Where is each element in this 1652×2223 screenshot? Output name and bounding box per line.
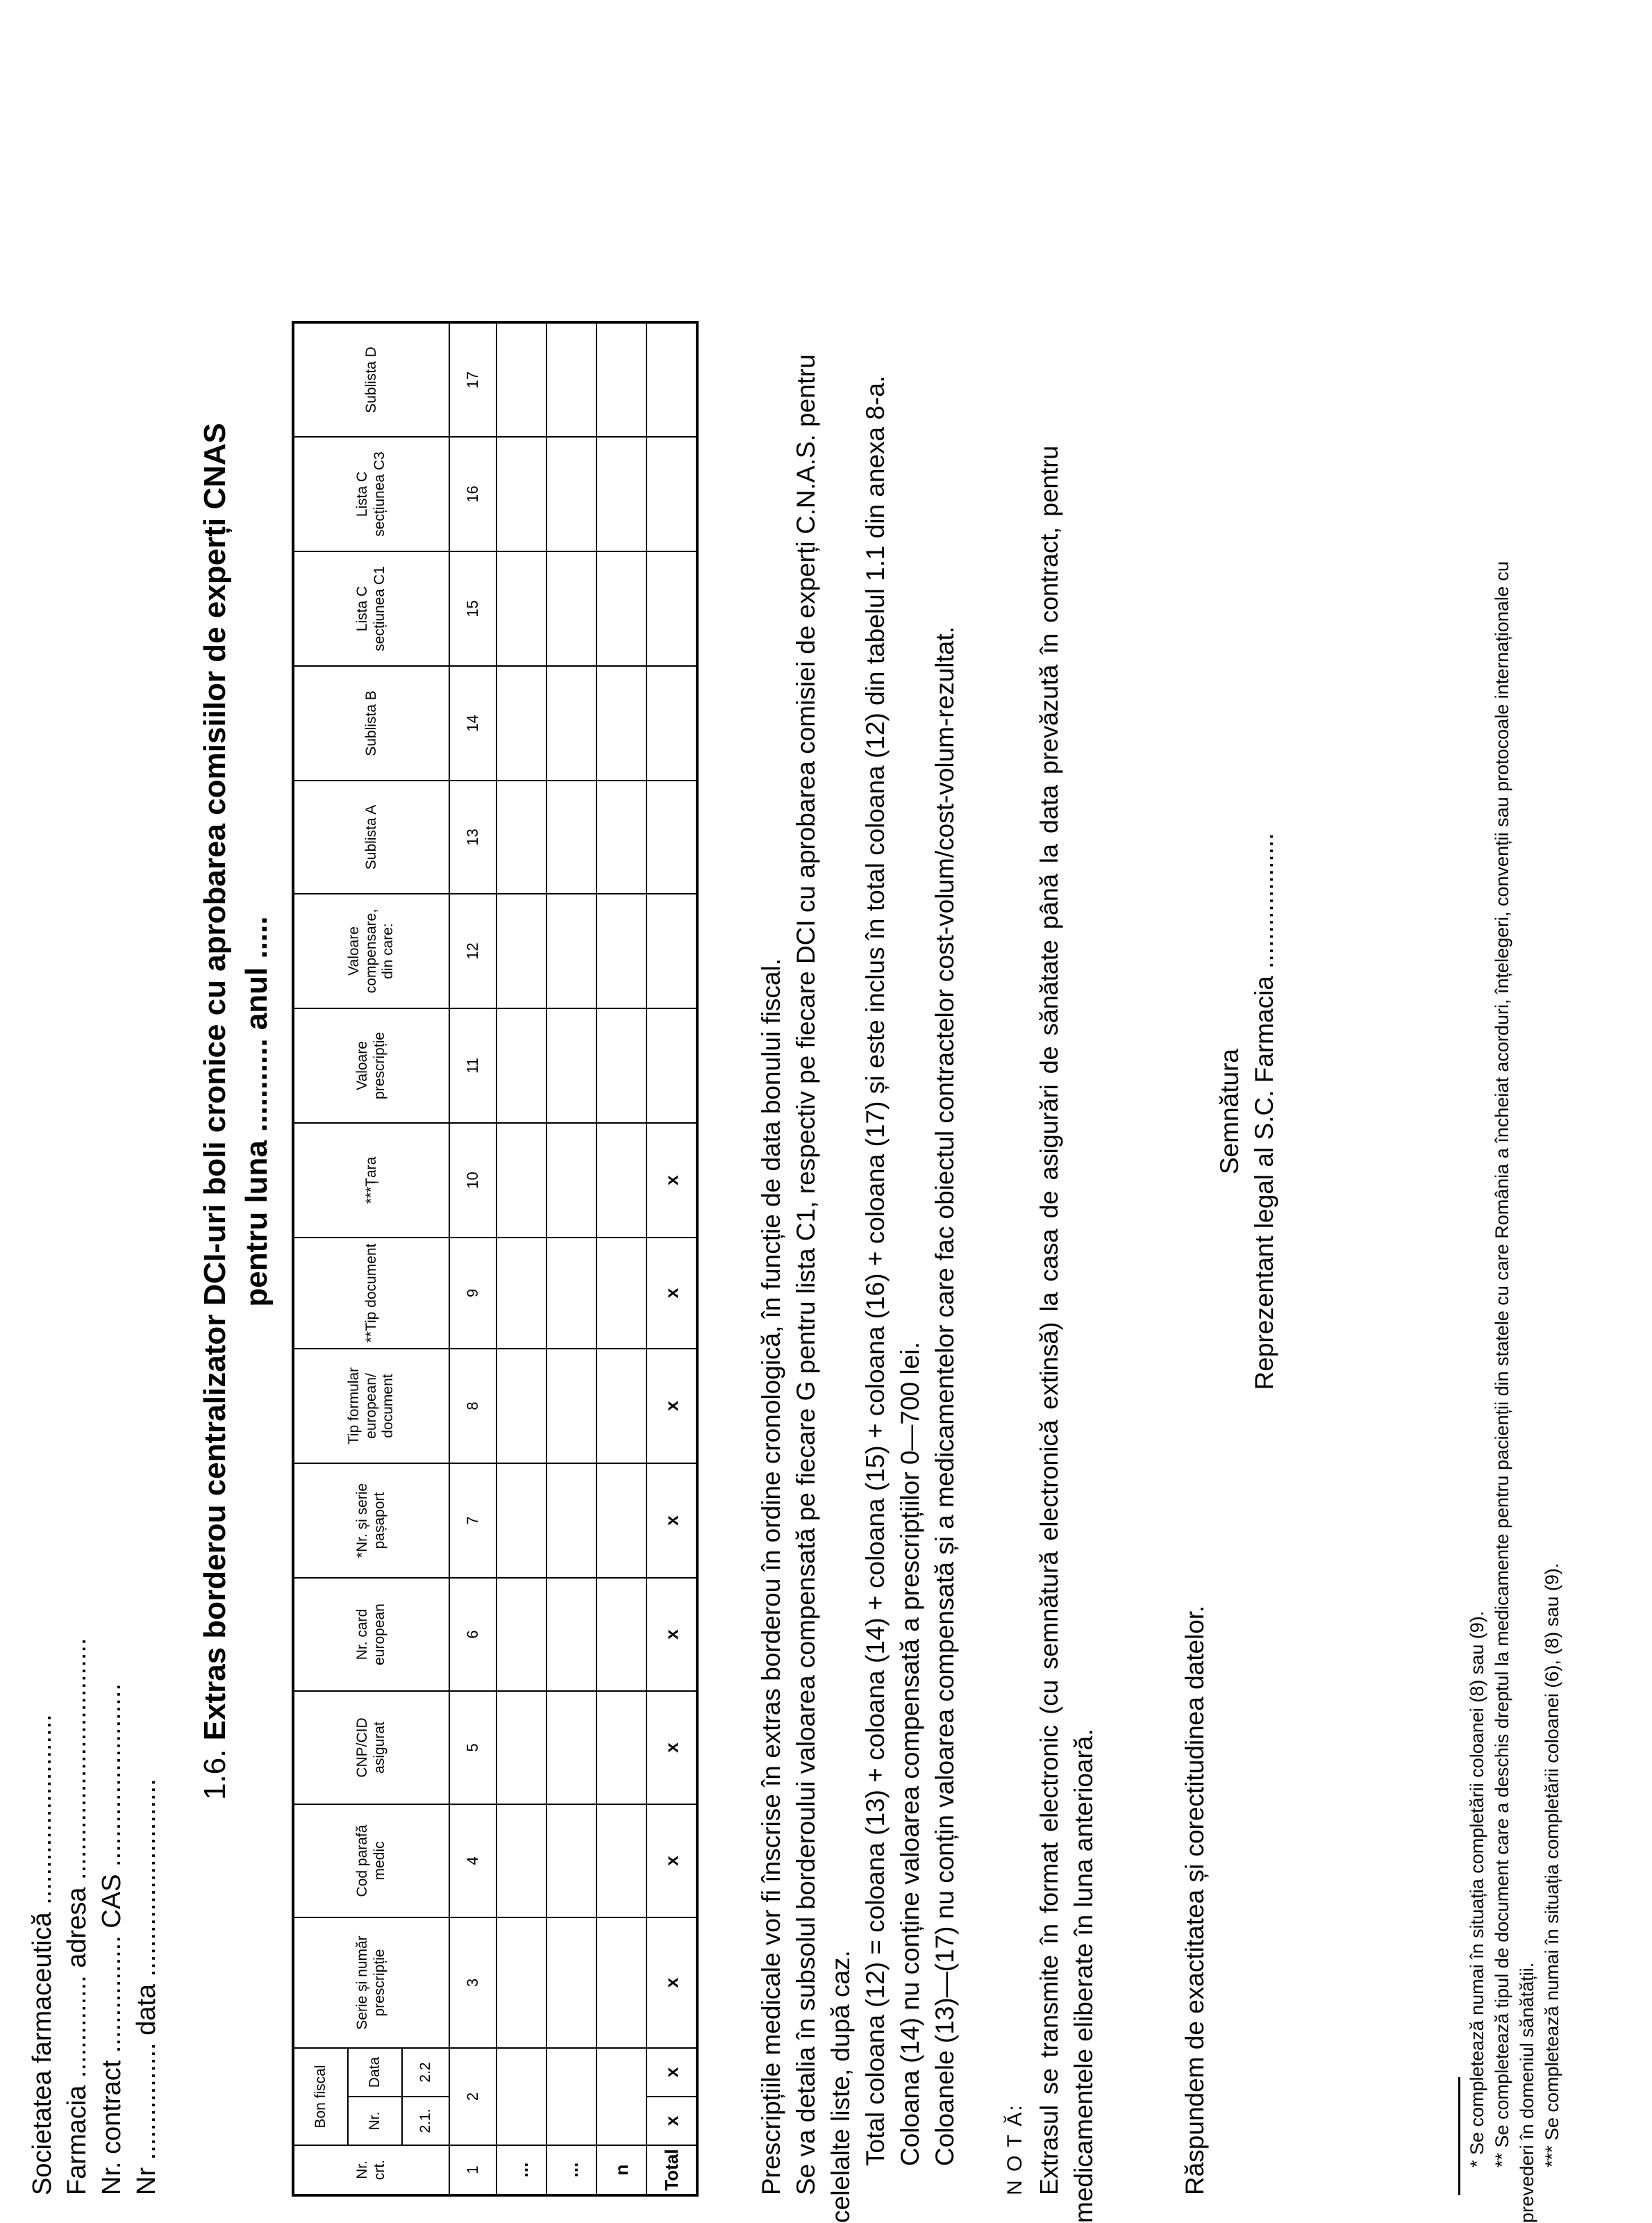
note-p5: Coloanele (13)—(17) nu conțin valoarea compensată și a medicamentelor care fac obiectul contractelor cost-volum/cost-volum-rezultat. <box>931 626 959 2166</box>
legal-representative-line: Reprezentant legal al S.C. Farmacia ................... <box>1250 833 1278 1390</box>
header-col-4: Cod parafă medic <box>293 1804 449 1917</box>
pharmacy-line: Farmacia .............. adresa ................................. <box>62 1638 92 2195</box>
contract-line: Nr. contract ................ CAS ......................... <box>97 1683 126 2195</box>
signature-label: Semnătura <box>1215 1049 1244 1174</box>
table-row <box>547 322 596 2195</box>
num-3: 3 <box>449 1917 497 2048</box>
num-2-1: 2.1. <box>402 2097 449 2145</box>
header-col-7: *Nr. și serie pașaport <box>293 1463 449 1578</box>
title-number: 1.6. <box>198 1749 232 1800</box>
footnote-divider <box>1458 2077 1460 2195</box>
header-col-17: Sublista D <box>293 322 449 437</box>
x-mark: x <box>646 1238 697 1349</box>
x-mark: x <box>646 2097 697 2145</box>
nota-label: N O T Ă: <box>1003 2104 1026 2195</box>
nota-text-2: medicamentele eliberate în luna anterioară. <box>1069 1729 1098 2223</box>
num-13: 13 <box>449 781 497 894</box>
responsibility-statement: Răspundem de exactitatea și corectitudinea datelor. <box>1180 1605 1209 2195</box>
header-col-12: Valoare compensare, din care: <box>293 894 449 1008</box>
report-table <box>292 321 699 2197</box>
footnote-1: * Se completează numai în situația completării coloanei (8) sau (9). <box>1467 1610 1487 2167</box>
num-17: 17 <box>449 322 497 437</box>
note-p1: Prescripțiile medicale vor fi înscrise în extras borderou în ordine cronologică, în funcție de data bonului fiscal. <box>757 958 785 2195</box>
page-title <box>198 0 233 2223</box>
header-col-5: CNP/CID asigurat <box>293 1691 449 1804</box>
total-row <box>646 322 697 2195</box>
header-col-9: **Tip document <box>293 1238 449 1349</box>
number-date-line: Nr ................ data ........................... <box>132 1779 161 2195</box>
header-col-10: ***Țara <box>293 1123 449 1238</box>
column-number-row <box>449 322 497 2195</box>
note-p2b: celelalte liste, după caz. <box>826 1950 855 2223</box>
num-14: 14 <box>449 666 497 781</box>
total-label: Total <box>646 2145 697 2195</box>
footnote-2-continued: prevederi în domeniul sănătății. <box>1517 1962 1537 2223</box>
num-2: 2 <box>449 2048 497 2145</box>
num-15: 15 <box>449 551 497 666</box>
num-7: 7 <box>449 1463 497 1578</box>
x-mark: x <box>646 2048 697 2097</box>
note-p3: Total coloana (12) = coloana (13) + coloana (14) + coloana (15) + coloana (16) + coloana (17) și este inclus în total coloana (12) din tabelul 1.1 din anexa 8-a. <box>861 375 890 2166</box>
footnote-2: ** Se completează tipul de document care a deschis dreptul la medicamente pentru pacienții din statele cu care România a încheiat acorduri, înțelegeri, convenții sau protocoale internaționale cu <box>1492 561 1512 2167</box>
x-mark: x <box>646 1578 697 1691</box>
x-mark: x <box>646 1917 697 2048</box>
header-col-15: Lista C secțiunea C1 <box>293 551 449 666</box>
header-nr-crt: Nr. crt. <box>293 2145 449 2195</box>
row-dots-label: ... <box>497 2145 547 2195</box>
num-5: 5 <box>449 1691 497 1804</box>
header-col-3: Serie și număr prescripție <box>293 1917 449 2048</box>
row-n-label: n <box>596 2145 646 2195</box>
num-2-2: 2.2 <box>402 2048 449 2097</box>
row-dots-label: ... <box>547 2145 596 2195</box>
header-col-11: Valoare prescripție <box>293 1008 449 1123</box>
x-mark: x <box>646 1691 697 1804</box>
page-subtitle: pentru luna ........... anul ..... <box>240 916 274 1307</box>
header-col-14: Sublista B <box>293 666 449 781</box>
x-mark: x <box>646 1123 697 1238</box>
header-col-8: Tip formular european/ document <box>293 1349 449 1463</box>
num-4: 4 <box>449 1804 497 1917</box>
num-9: 9 <box>449 1238 497 1349</box>
table-row <box>497 322 547 2195</box>
num-8: 8 <box>449 1349 497 1463</box>
note-p4: Coloana (14) nu conține valoarea compensată a prescripțiilor 0—700 lei. <box>896 1342 924 2166</box>
x-mark: x <box>646 1463 697 1578</box>
x-mark: x <box>646 1804 697 1917</box>
num-6: 6 <box>449 1578 497 1691</box>
num-1: 1 <box>449 2145 497 2195</box>
footnote-3: *** Se completează numai în situația completării coloanei (6), (8) sau (9). <box>1542 1563 1562 2167</box>
x-mark: x <box>646 1349 697 1463</box>
header-col-13: Sublista A <box>293 781 449 894</box>
company-line: Societatea farmaceutică .......................... <box>28 1714 57 2195</box>
header-bon-data: Data <box>348 2048 402 2097</box>
title-text: Extras borderou centralizator DCI-uri boli cronice cu aprobarea comisiilor de experți CNAS <box>198 423 232 1741</box>
num-16: 16 <box>449 437 497 551</box>
header-col-16: Lista C secțiunea C3 <box>293 437 449 551</box>
header-col-6: Nr. card european <box>293 1578 449 1691</box>
header-bon-nr: Nr. <box>348 2097 402 2145</box>
note-p2a: Se va detalia în subsolul borderoului valoarea compensată pe fiecare G pentru lista C1, respectiv pe fiecare DCI cu aprobarea comisiei de experți C.N.A.S. pentru <box>792 353 820 2195</box>
header-bon-fiscal: Bon fiscal <box>293 2048 348 2145</box>
table-row <box>596 322 646 2195</box>
nota-text-1: Extrasul se transmite în format electronic (cu semnătură electronică extinsă) la casa de asigurări de sănătate până la data prevăzută în contract, pentru <box>1035 445 1063 2195</box>
num-11: 11 <box>449 1008 497 1123</box>
num-12: 12 <box>449 894 497 1008</box>
num-10: 10 <box>449 1123 497 1238</box>
